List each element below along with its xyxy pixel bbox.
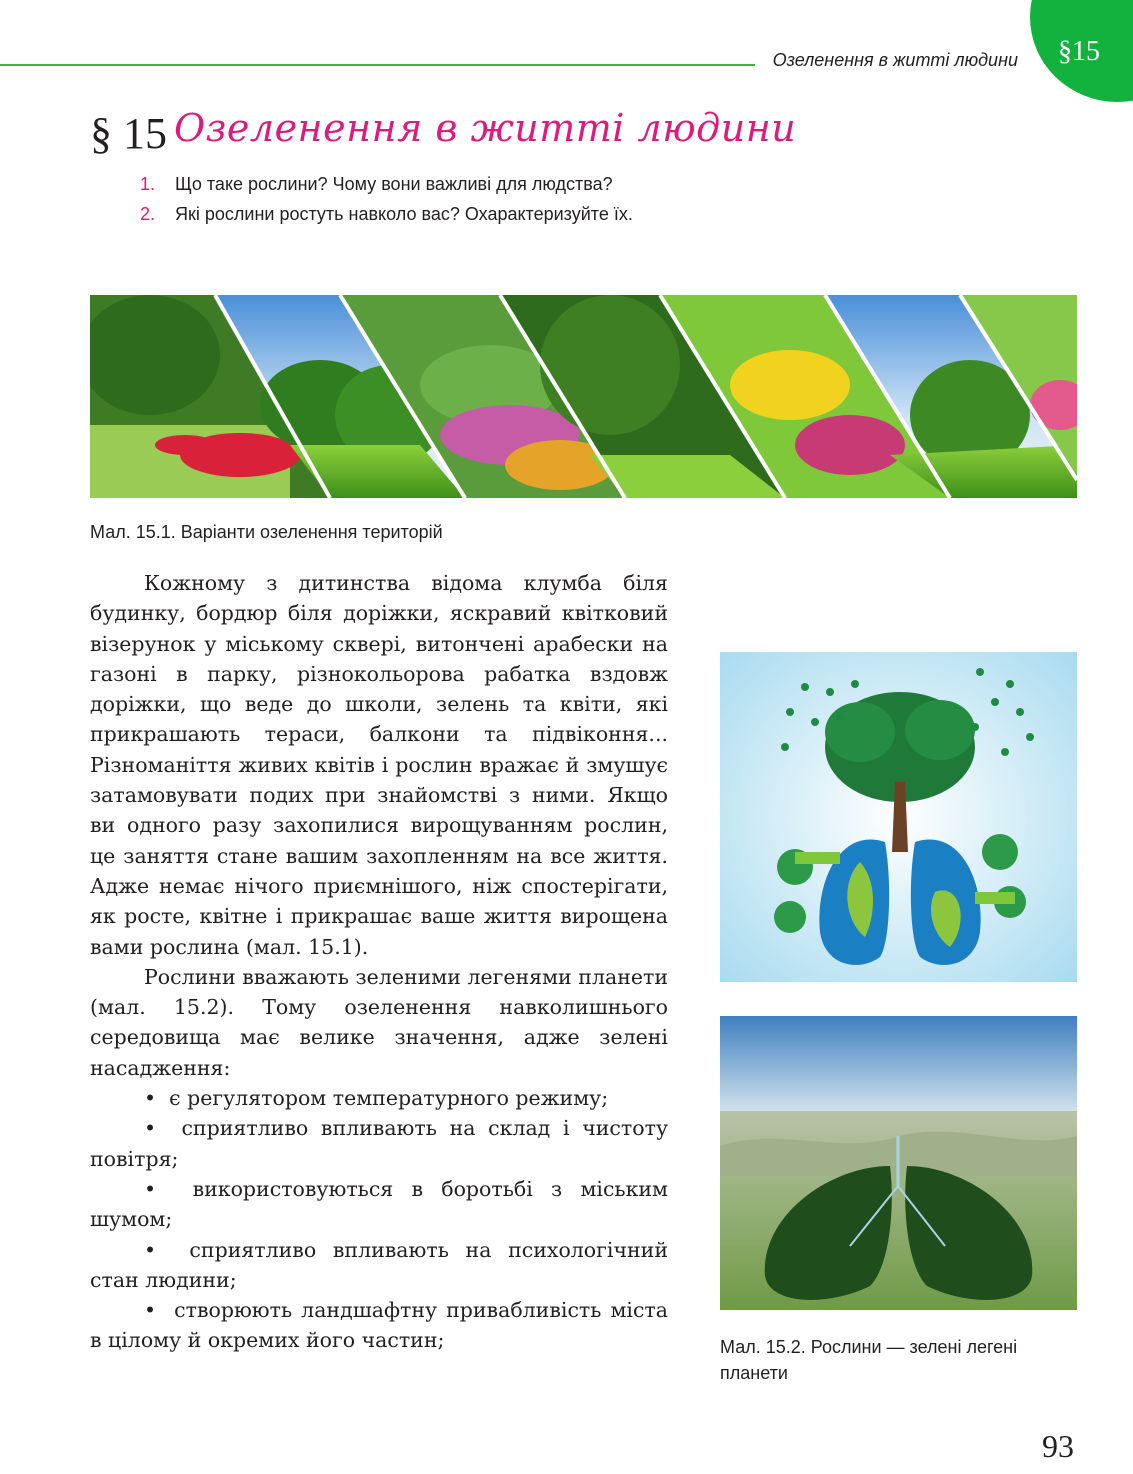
list-item: • створюють ландшафтну привабливість міста в цілому й окремих його частин; — [90, 1298, 668, 1353]
figure-caption — [720, 1334, 1077, 1386]
question-number: 1. — [140, 174, 156, 194]
main-text — [90, 568, 668, 1356]
figure-caption — [90, 522, 443, 543]
question-text: Що таке рослини? Чому вони важливі для людства? — [175, 174, 613, 194]
page-number: 93 — [1042, 1428, 1074, 1464]
list-item: • використовуються в боротьбі з міським шумом; — [90, 1176, 669, 1232]
question-item — [140, 204, 633, 225]
figure-caption-text: Рослини — зелені легені планети — [720, 1337, 1018, 1383]
list-item: • сприятливо впливають на склад і чистоту повітря; — [90, 1116, 669, 1171]
landscaping-collage-image — [90, 295, 1077, 498]
question-number: 2. — [140, 204, 156, 224]
header-rule — [0, 64, 755, 66]
question-text: Які рослини ростуть навколо вас? Охарактеризуйте їх. — [175, 204, 633, 224]
tree-lungs-illustration — [720, 652, 1077, 982]
section-number: § 15 — [90, 109, 167, 158]
list-item: • сприятливо впливають на психологічний стан людини; — [90, 1237, 668, 1292]
figure-caption-label: Мал. 15.1. — [90, 522, 176, 542]
question-item — [140, 174, 613, 195]
running-title: Озеленення в житті людини — [772, 50, 1018, 70]
figure-caption-label: Мал. 15.2. — [720, 1337, 806, 1357]
page-title: Озеленення в житті людини — [174, 106, 797, 150]
forest-lungs-aerial-photo — [720, 1016, 1077, 1310]
paragraph: Рослини вважають зеленими легенями планети (мал. 15.2). Тому озеленення навколишнього середовища має велике значення, адже зелені насадження: — [90, 964, 668, 1080]
list-item: • є регулятором температурного режиму; — [144, 1086, 609, 1111]
figure-caption-text: Варіанти озеленення територій — [180, 522, 443, 542]
section-badge-label: §15 — [1058, 36, 1100, 67]
paragraph: Кожному з дитинства відома клумба біля будинку, бордюр біля доріжки, яскравий квітковий візерунок у міському сквері, витончені арабески на газоні в парку, різнокольорова рабатка вздовж доріжки, що веде до школи, зелень та квіти, які прикрашають тераси, балкони та підвіконня... Різноманіття живих квітів і рослин вражає й змушує затамовувати подих при знайомстві з ними. Якщо ви одного разу захопилися вирощуванням рослин, це заняття стане вашим захопленням на все життя. Адже немає нічого приємнішого, ніж спостерігати, як росте, квітне і прикрашає ваше життя вирощена вами рослина (мал. 15.1). — [90, 571, 668, 959]
